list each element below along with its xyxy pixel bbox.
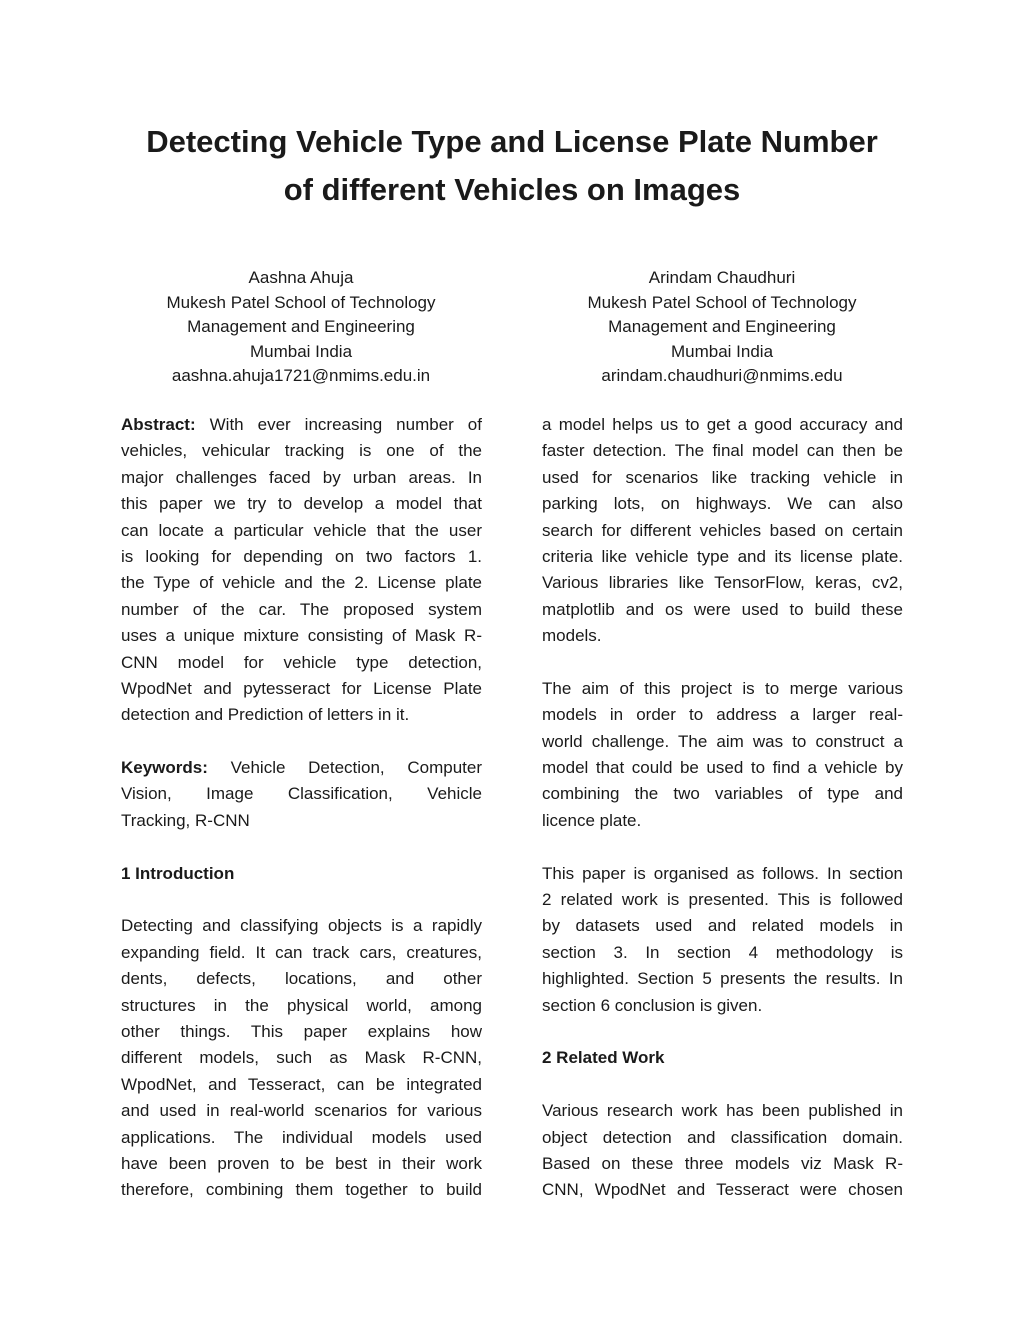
abstract-label: Abstract: (121, 415, 196, 434)
author-location: Mumbai India (249, 341, 353, 361)
body-line: model that could be used to find a vehicle by (542, 758, 903, 778)
intro-line: therefore, combining them together to build (121, 1180, 482, 1200)
abstract-line: can locate a particular vehicle that the user (121, 520, 482, 540)
author-affiliation: Mukesh Patel School of Technology (587, 292, 857, 312)
title-line-1: Detecting Vehicle Type and License Plate Number (146, 124, 878, 159)
body-line: section 3. In section 4 methodology is (542, 942, 903, 962)
abstract-line: this paper we try to develop a model that (121, 494, 482, 514)
related-line: CNN, WpodNet and Tesseract were chosen (542, 1180, 903, 1200)
body-line: Various libraries like TensorFlow, keras, cv2, (542, 573, 903, 593)
abstract-line: vehicles, vehicular tracking is one of the (121, 441, 482, 461)
keywords-line: Keywords: Vehicle Detection, Computer (121, 758, 482, 778)
intro-line: different models, such as Mask R-CNN, (121, 1048, 482, 1068)
abstract-line: Abstract: With ever increasing number of (121, 415, 482, 434)
intro-line: dents, defects, locations, and other (121, 969, 482, 989)
abstract-line: major challenges faced by urban areas. In (121, 467, 482, 487)
author-name: Arindam Chaudhuri (648, 268, 796, 287)
author-email: aashna.ahuja1721@nmims.edu.in (171, 366, 431, 386)
intro-line: expanding field. It can track cars, creatures, (121, 942, 482, 962)
keywords-line: Vision, Image Classification, Vehicle (121, 784, 482, 804)
body-line: parking lots, on highways. We can also (542, 494, 903, 514)
paper-title (0, 118, 1024, 214)
body-line: 2 related work is presented. This is followed (542, 890, 903, 910)
author-affiliation: Mukesh Patel School of Technology (166, 292, 436, 312)
body-line: section 6 conclusion is given. (542, 995, 763, 1015)
abstract-line: CNN model for vehicle type detection, (121, 652, 482, 672)
body-line: criteria like vehicle type and its license plate. (542, 546, 903, 566)
keywords-label: Keywords: (121, 758, 208, 778)
title-line-2: of different Vehicles on Images (283, 172, 741, 207)
body-line: used for scenarios like tracking vehicle in (542, 467, 903, 487)
right-column (542, 412, 903, 1204)
intro-line: WpodNet, and Tesseract, can be integrated (121, 1074, 482, 1094)
body-line: highlighted. Section 5 presents the results. In (542, 969, 903, 989)
body-line: search for different vehicles based on certain (542, 520, 903, 540)
abstract-line: uses a unique mixture consisting of Mask R- (121, 626, 482, 646)
abstract-line: the Type of vehicle and the 2. License plate (121, 573, 482, 593)
section-heading-related-work: 2 Related Work (542, 1048, 665, 1068)
intro-line: applications. The individual models used (121, 1127, 482, 1147)
body-line: models in order to address a larger real- (542, 705, 903, 725)
abstract-line: number of the car. The proposed system (121, 599, 482, 619)
related-line: Various research work has been published in (542, 1101, 903, 1121)
author-block-2 (532, 266, 912, 389)
keywords-line: Tracking, R-CNN (121, 810, 250, 830)
abstract-line: WpodNet and pytesseract for License Plate (121, 678, 482, 698)
intro-line: have been proven to be best in their work (121, 1153, 482, 1173)
body-line: faster detection. The final model can then be (542, 441, 903, 461)
intro-line: other things. This paper explains how (121, 1021, 482, 1041)
related-line: object detection and classification domain. (542, 1127, 903, 1147)
author-affiliation: Management and Engineering (187, 317, 415, 337)
body-line: combining the two variables of type and (542, 784, 903, 804)
section-heading-introduction: 1 Introduction (121, 863, 235, 883)
body-line: licence plate. (542, 810, 642, 830)
abstract-line: detection and Prediction of letters in it. (121, 705, 410, 725)
abstract-line: is looking for depending on two factors 1. (121, 546, 482, 566)
body-line: a model helps us to get a good accuracy and (542, 415, 903, 434)
body-line: matplotlib and os were used to build these (542, 599, 903, 619)
author-email: arindam.chaudhuri@nmims.edu (601, 366, 843, 386)
author-name: Aashna Ahuja (248, 268, 354, 287)
intro-line: and used in real-world scenarios for various (121, 1101, 482, 1121)
intro-line: structures in the physical world, among (121, 995, 482, 1015)
body-line: This paper is organised as follows. In section (542, 863, 903, 883)
author-location: Mumbai India (670, 341, 774, 361)
author-block-1 (111, 266, 491, 389)
related-line: Based on these three models viz Mask R- (542, 1153, 903, 1173)
intro-line: Detecting and classifying objects is a rapidly (121, 916, 482, 936)
body-line: The aim of this project is to merge various (542, 678, 903, 698)
body-line: by datasets used and related models in (542, 916, 903, 936)
left-column (121, 412, 482, 1204)
author-affiliation: Management and Engineering (608, 317, 836, 337)
body-line: world challenge. The aim was to construct a (542, 731, 903, 751)
body-line: models. (542, 626, 602, 646)
